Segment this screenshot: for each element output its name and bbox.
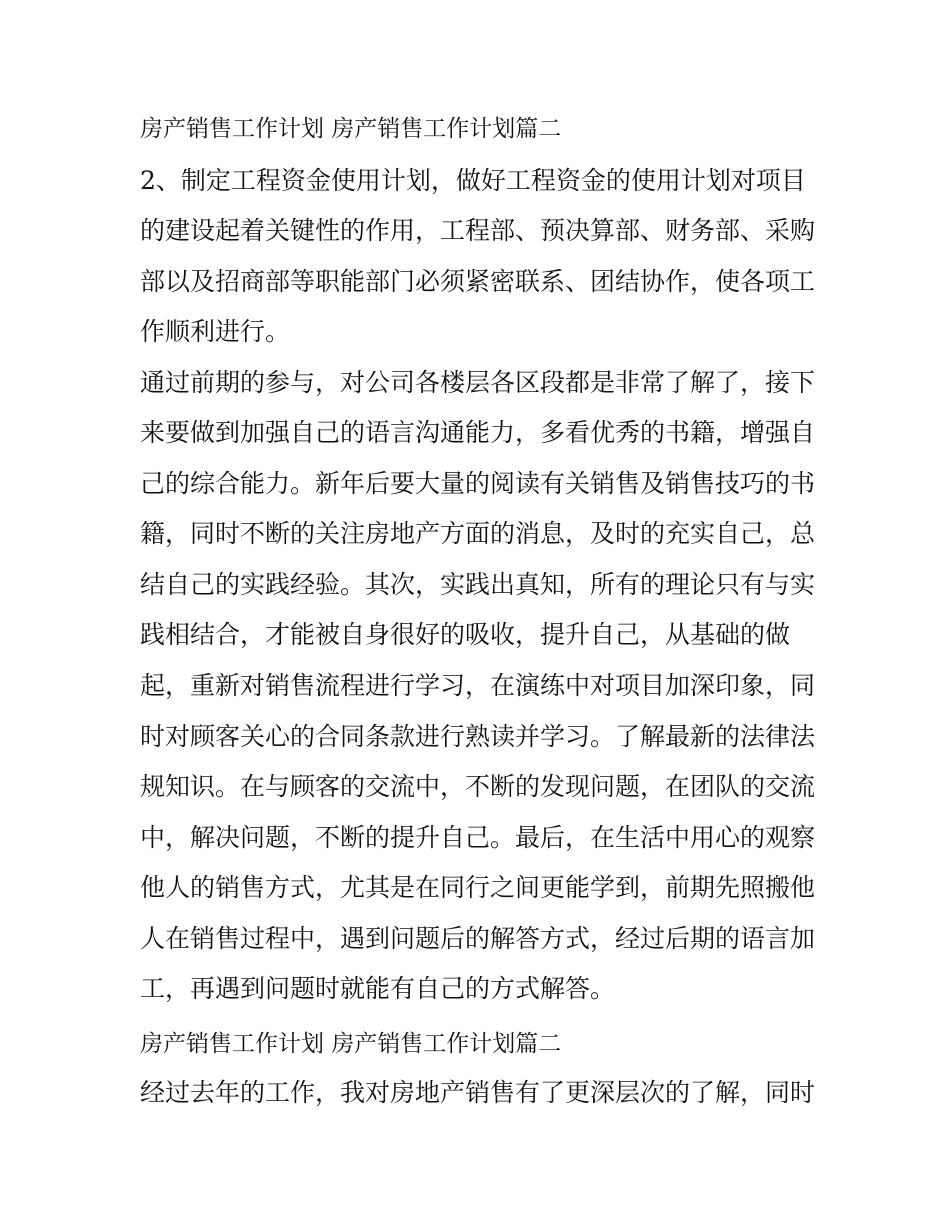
paragraph-line: 部以及招商部等职能部门必须紧密联系、团结协作，使各项工 <box>140 267 816 296</box>
paragraph-line: 起，重新对销售流程进行学习，在演练中对项目加深印象，同 <box>140 671 816 700</box>
paragraph-line: 他人的销售方式，尤其是在同行之间更能学到，前期先照搬他 <box>140 873 816 902</box>
paragraph-line: 规知识。在与顾客的交流中，不断的发现问题，在团队的交流 <box>140 772 816 801</box>
paragraph-line: 的建设起着关键性的作用，工程部、预决算部、财务部、采购 <box>140 216 816 245</box>
paragraph-line: 来要做到加强自己的语言沟通能力，多看优秀的书籍，增强自 <box>140 418 816 447</box>
paragraph-line: 中，解决问题，不断的提升自己。最后，在生活中用心的观察 <box>140 823 816 852</box>
paragraph-line: 通过前期的参与，对公司各楼层各区段都是非常了解了，接下 <box>140 368 816 397</box>
paragraph-line: 人在销售过程中，遇到问题后的解答方式，经过后期的语言加 <box>140 924 816 953</box>
paragraph-line: 结自己的实践经验。其次，实践出真知，所有的理论只有与实 <box>140 570 816 599</box>
section-heading: 房产销售工作计划 房产销售工作计划篇二 <box>140 116 562 142</box>
paragraph-line: 作顺利进行。 <box>140 317 291 346</box>
paragraph-line: 籍，同时不断的关注房地产方面的消息，及时的充实自己，总 <box>140 519 816 548</box>
section-heading: 房产销售工作计划 房产销售工作计划篇二 <box>140 1031 562 1057</box>
paragraph-line: 时对顾客关心的合同条款进行熟读并学习。了解最新的法律法 <box>140 722 816 751</box>
paragraph-line: 经过去年的工作，我对房地产销售有了更深层次的了解，同时 <box>140 1078 816 1107</box>
paragraph-line: 工，再遇到问题时就能有自己的方式解答。 <box>140 974 616 1003</box>
paragraph-line: 2、制定工程资金使用计划，做好工程资金的使用计划对项目 <box>140 166 806 195</box>
paragraph-line: 践相结合，才能被自身很好的吸收，提升自己，从基础的做 <box>140 620 791 649</box>
paragraph-line: 己的综合能力。新年后要大量的阅读有关销售及销售技巧的书 <box>140 469 816 498</box>
